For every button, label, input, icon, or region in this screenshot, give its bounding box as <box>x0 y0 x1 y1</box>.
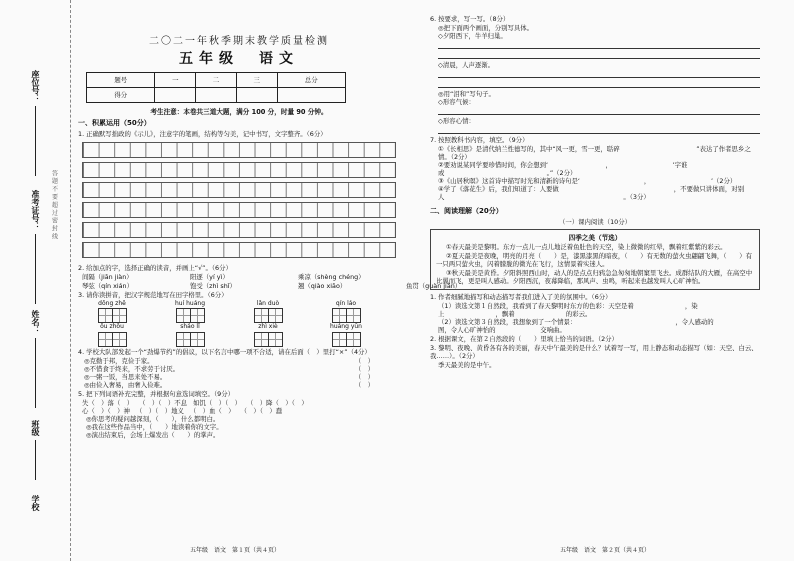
tianzige[interactable] <box>84 308 140 323</box>
sub-item: ◎用“泪和”写句子。 <box>438 90 495 98</box>
footer-right: 五年级 语文 第２页（共４页） <box>560 546 651 554</box>
choice-item[interactable]: 阳逐（yí yì） <box>190 272 229 281</box>
name-field: 姓名： <box>30 310 40 408</box>
tianzige[interactable] <box>240 332 296 347</box>
right-page <box>430 14 760 369</box>
sub-item: ◇形容心情： <box>438 117 475 125</box>
idiom-blank[interactable]: （ ）（ ）地义 <box>135 406 184 415</box>
choice-item[interactable]: 翘（qiào xiāo） <box>298 281 347 290</box>
tianzige[interactable] <box>318 332 374 347</box>
seal-line-hint: 答 题 不 要 超 过 密 封 线 <box>50 170 58 240</box>
reading-question: 1. 作者细腻地描写和动态描写者我们进入了美的氛围中。（6分） <box>430 292 612 301</box>
school-field: 学校 <box>31 495 40 511</box>
choice-item[interactable]: 琴弦（qín xián） <box>82 281 134 290</box>
idiom-blank[interactable]: （ ）（ ）不息 <box>139 398 188 407</box>
pinyin-row <box>84 323 400 347</box>
choice-item[interactable]: 饱受（zhì shǐ） <box>190 281 236 290</box>
choice-item[interactable]: 鱼贯（guàn jiǎn） <box>406 281 462 290</box>
tianzige[interactable] <box>162 332 218 347</box>
pinyin-label: qín láo <box>335 299 357 307</box>
pinyin-choices <box>82 281 462 290</box>
pinyin-choices <box>82 273 400 281</box>
score-cell: 三 <box>236 73 277 88</box>
answer-line[interactable] <box>438 80 760 88</box>
fill-item[interactable]: ①《长相思》是清代纳兰性德写的，其中“风一更，雪一更，聒碎 ”表达了作者思乡之情。（2分） <box>438 145 751 161</box>
idiom-blank[interactable]: 失（ ）落（ ） <box>82 398 134 407</box>
question-5: 5. 把下列词语补充完整，并根据句意选词填空。（9分） <box>78 389 234 398</box>
binding-margin <box>0 0 71 561</box>
score-cell: 二 <box>196 73 237 88</box>
reading-question[interactable]: （1）读选文第１自然段，我看到了春天黎明时东方的色彩：天空是着 ，染上 ，飘着 的彩云。 <box>438 301 698 318</box>
answer-line[interactable] <box>438 51 760 59</box>
tianzige[interactable] <box>84 332 140 347</box>
fill-sentence[interactable]: ◎我在这些作品当中，（ ）地读着你的文字。 <box>86 422 223 431</box>
pinyin-label: sháo lǐ <box>180 323 200 331</box>
idiom-blank[interactable]: 如饥（ ）（ ） <box>193 398 241 407</box>
class-field: 班级 <box>30 420 40 480</box>
choice-item[interactable]: 乘凉（shèng chéng） <box>298 272 365 281</box>
passage-paragraph: ③秋天最美是黄昏。夕阳斜照西山时，动人的是点点归鸦急急匆匆地朝窠里飞去。成群结队的大雁，在高空中比翼而飞，更是叫人感动。夕阳西沉，夜幕降临，那风声、虫鸣，听起来也越发叫人心旷神怡。 <box>436 268 753 285</box>
idiom-blank[interactable]: （ ）血（ ） <box>189 406 235 415</box>
question-7: 7. 按照教科书内容，填空。（9分） <box>430 136 529 144</box>
grade-title: 五年级 语文 <box>179 50 299 67</box>
fill-sentence[interactable]: ◎演出结束后，会场上爆发出（ ）的掌声。 <box>86 430 220 439</box>
fill-item[interactable]: ②要劝说某同学要珍惜时间，你会想到‘ ， ’字谁或 。”（2分） <box>438 161 688 177</box>
footer-left: 五年级 语文 第１页（共４页） <box>190 546 281 554</box>
exam-notice: 考生注意：本卷共三道大题，满分 100 分，时量 90 分钟。 <box>150 108 328 116</box>
sub-item: ◎把下面两个画面，分别写具体。 <box>438 24 534 32</box>
sub-item: ◇夕阳西下，牛羊归巢。 <box>438 32 507 40</box>
sub-item: ◇形容气候： <box>438 98 475 106</box>
writing-grid[interactable] <box>82 140 394 262</box>
answer-line[interactable] <box>438 41 760 49</box>
judge-mark[interactable]: （ ） <box>354 380 374 389</box>
answer-start[interactable]: 季天最美的是中午。 <box>438 360 496 369</box>
judge-item: ◎一粥一饭，当思来处不易。 <box>84 372 167 381</box>
pinyin-label: lǎn duò <box>256 299 280 307</box>
score-cell: 题号 <box>87 73 155 88</box>
answer-line[interactable] <box>438 126 760 134</box>
question-1: 1. 正确默写拙政的《示儿》，注意字的笔画，结构等匀美，记中书写，文字整齐。（6分） <box>78 129 327 138</box>
judge-item: ◎克勤于邦，克俭于家。 <box>84 356 154 365</box>
pinyin-label: huí huáng <box>174 299 206 307</box>
fill-sentence[interactable]: ◎你思考的疑问越深刻，（ ），什么都明白。 <box>86 414 220 423</box>
tianzige[interactable] <box>162 308 218 323</box>
reading-question[interactable]: （2）读选文第３自然段，我想象到了一个情景： ，令人感动的 图，令人心旷神怡的 交响曲。 <box>438 317 753 334</box>
question-3: 3. 请你读拼音，把汉字规范地写在田字格里。（6分） <box>78 290 228 299</box>
exam-no-field: 准考证号： <box>30 190 40 304</box>
reading-question: 3. 黎明、夜晚、黄昏各有各的美丽，春天中午最美的是什么？试着写一写，用上静态和动态描写（如：天空、白云、我……）。（2分） <box>430 343 758 360</box>
subsection-heading: （一）课内阅读（10分） <box>558 217 632 226</box>
choice-item[interactable]: 间隔（jiān jiàn） <box>82 272 133 281</box>
sub-item: ◇清晨，人声逐渐。 <box>438 61 495 69</box>
passage-paragraph: ②夏天最美是夜晚，明亮的月亮（ ）是，漆黑漆黑的暗夜，（ ）有无数的萤火虫翩翩飞舞，（ ）有一只两只萤火虫，闪着朦胧的微光在飞行，这情景着实迷人。 <box>436 251 753 268</box>
fill-item[interactable]: ③《山居秋暝》这首诗中描写时光和清新的诗句是‘ ， ’（2分） <box>438 177 737 185</box>
question-2: 2. 给加点的字，选择正确的读音，并画上“√”。（6分） <box>78 263 232 272</box>
pinyin-label: zhì xiè <box>258 323 278 331</box>
pinyin-label: dōng zhē <box>98 299 126 307</box>
exam-title: 二〇二一年秋季期末教学质量检测 <box>149 36 329 47</box>
tianzige[interactable] <box>240 308 296 323</box>
idiom-blank[interactable]: （ ）降（ ）（ ） <box>247 398 308 407</box>
question-4: 4. 学校大队部发起一个“劲爆节约”的倡议，以下名言中哪一项不合适，请在后面（ ）里打“×”（4分） <box>78 347 371 356</box>
pinyin-row <box>84 300 400 324</box>
idiom-row <box>82 399 400 407</box>
pinyin-label: ōu zhōu <box>100 323 124 331</box>
reading-question[interactable]: 2. 根据课文，在第２自然段的（ ）里填上恰当的词语。（2分） <box>430 334 618 343</box>
judge-item: ◎由俭入奢易，由奢入俭难。 <box>84 380 167 389</box>
question-6: 6. 按要求，写一写。（8分） <box>430 15 510 23</box>
score-input[interactable] <box>155 88 196 103</box>
score-input[interactable] <box>277 88 345 103</box>
judge-mark[interactable]: （ ） <box>354 364 374 373</box>
score-cell: 得分 <box>87 88 155 103</box>
answer-line[interactable] <box>438 107 760 115</box>
passage-paragraph: ①春天最美是黎明。东方一点儿一点儿地泛着鱼肚色的天空，染上微微的红晕，飘着红紫紫的彩云。 <box>446 242 727 251</box>
section-heading: 一、积累运用（50分） <box>78 119 151 128</box>
score-table <box>86 72 346 103</box>
score-input[interactable] <box>196 88 237 103</box>
tianzige[interactable] <box>318 308 374 323</box>
reading-passage <box>430 229 760 290</box>
score-input[interactable] <box>236 88 277 103</box>
score-cell: 总分 <box>277 73 345 88</box>
judge-mark[interactable]: （ ） <box>354 356 374 365</box>
score-cell: 一 <box>155 73 196 88</box>
fill-item[interactable]: ④学了《落花生》后，我们知道了：人要做 ，不要做只讲体面，对别人 。（3分） <box>438 185 745 201</box>
judge-item: ◎不惜食于终来，不求劳于讨厌。 <box>84 364 180 373</box>
answer-line[interactable] <box>438 70 760 78</box>
pinyin-label: huáng yūn <box>330 323 362 331</box>
idiom-blank[interactable]: （ ）（ ）蠢 <box>240 406 283 415</box>
judge-mark[interactable]: （ ） <box>354 372 374 381</box>
section-heading: 二、阅读理解（20分） <box>430 207 503 215</box>
idiom-row <box>82 407 400 415</box>
idiom-blank[interactable]: 心（ ）（ ）神 <box>82 406 130 415</box>
passage-title: 四季之美（节选） <box>568 233 622 242</box>
seat-field: 座位号： <box>30 70 40 176</box>
